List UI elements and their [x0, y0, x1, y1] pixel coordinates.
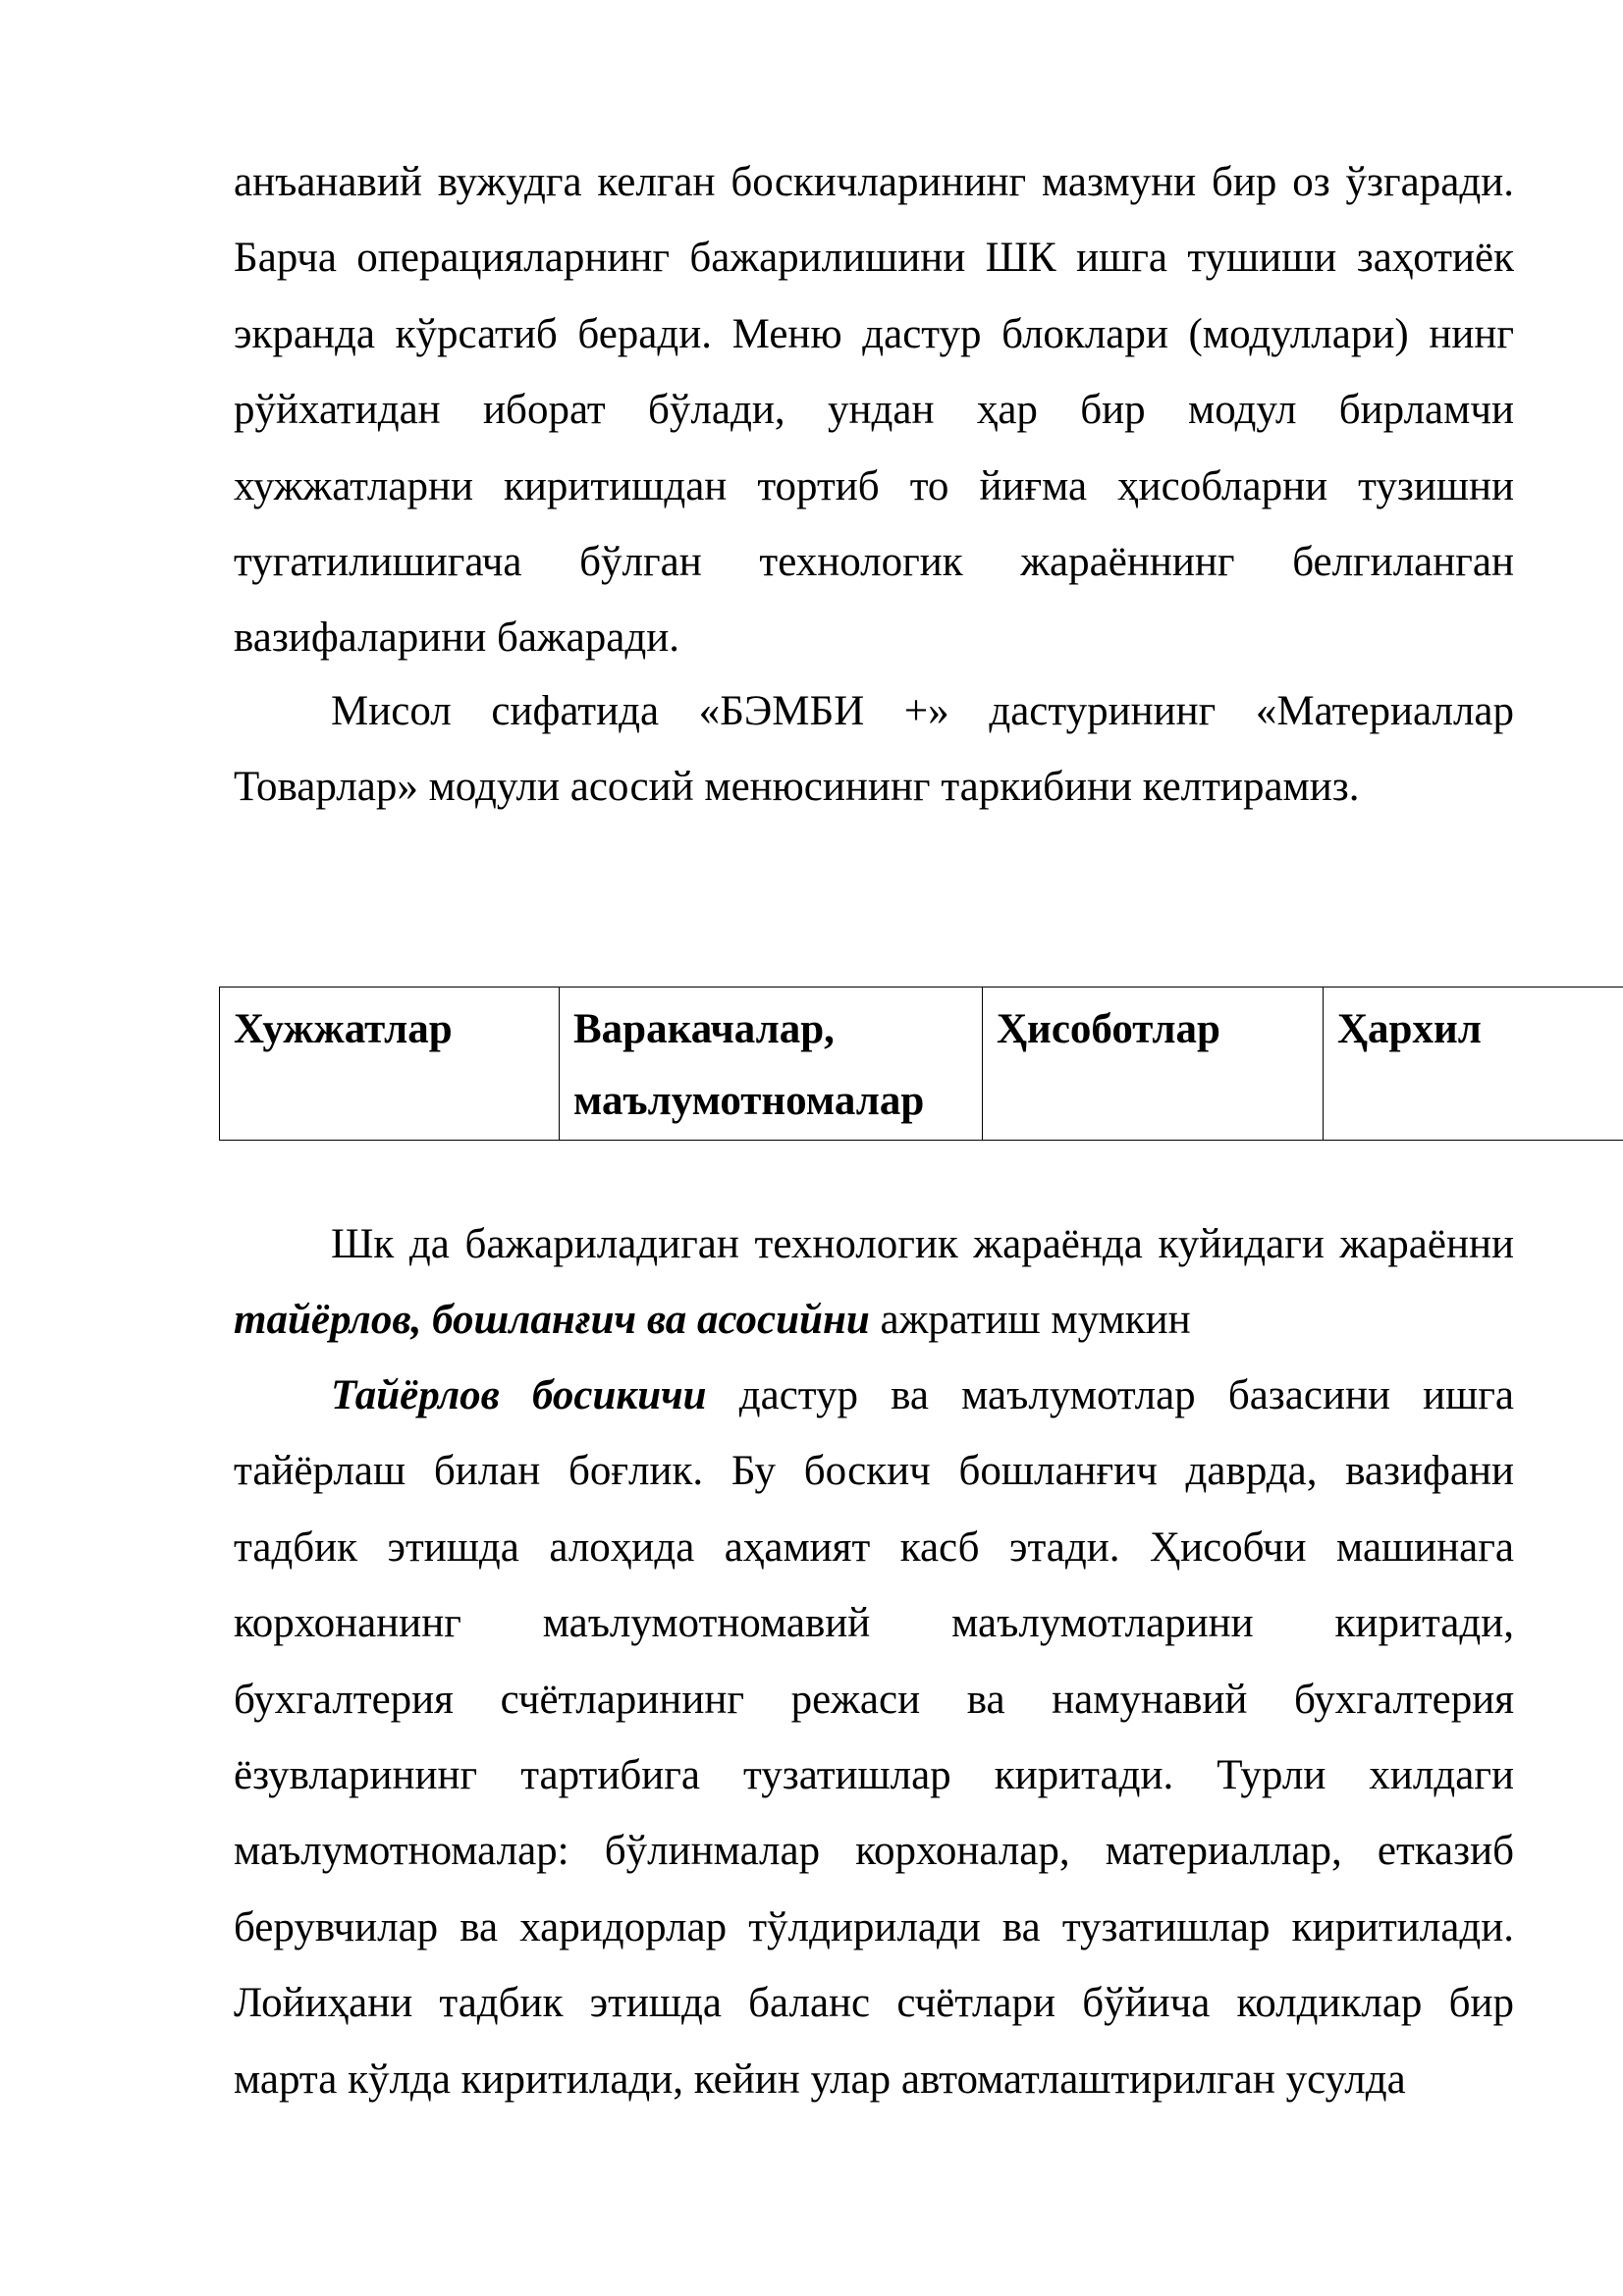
- emphasis-text: тайёрлов, бошланғич ва асосийни: [234, 1297, 870, 1344]
- menu-cell-reports: Ҳисоботлар: [983, 988, 1324, 1141]
- emphasis-text: Тайёрлов босикичи: [331, 1372, 707, 1418]
- menu-cell-cards-references: Варакачалар, маълумотномалар: [560, 988, 983, 1141]
- paragraph-process-stages: [234, 1206, 1514, 1359]
- menu-cell-documents: Хужжатлар: [220, 988, 560, 1141]
- paragraph-text: дастур ва маълумотлар базасини ишга тайёрлаш билан боғлик. Бу боскич бошланғич даврда, вазифани тадбик этишда алоҳида аҳамият касб этади. Ҳисобчи машинага корхонанинг маълумотномавий маълумотларини киритади, бухгалтерия счётларининг режаси ва намунавий бухгалтерия ёзувларининг тартибига тузатишлар киритади. Турли хилдаги маълумотномалар: бўлинмалар корхоналар, материаллар, етказиб берувчилар ва харидорлар тўлдирилади ва тузатишлар киритилади. Лойиҳани тадбик этишда баланс счётлари бўйича колдиклар бир марта кўлда киритилади, кейин улар автоматлаштирилган усулда: [234, 1372, 1514, 2103]
- menu-cell-miscellaneous: Ҳархил: [1324, 988, 1623, 1141]
- paragraph-example-intro: Мисол сифатида «БЭМБИ +» дастурининг «Материаллар Товарлар» модули асосий менюсининг таркибини келтирамиз.: [234, 688, 1514, 811]
- paragraph-preparation-stage: [234, 1358, 1514, 2117]
- paragraph-text: Шк да бажариладиган технологик жараёнда куйидаги жараённи: [331, 1221, 1514, 1267]
- main-menu-table: [219, 987, 1623, 1141]
- paragraph-text: ажратиш мумкин: [869, 1297, 1191, 1344]
- table-row: [220, 988, 1623, 1141]
- paragraph-menu-description: анъанавий вужудга келган боскичларининг мазмуни бир оз ўзгаради. Барча операцияларнинг бажарилишини ШК ишга тушиши заҳотиёк экранда кўрсатиб беради. Меню дастур блоклари (модуллари) нинг рўйхатидан иборат бўлади, ундан ҳар бир модул бирламчи хужжатларни киритишдан тортиб то йиғма ҳисобларни тузишни тугатилишигача бўлган технологик жараённинг белгиланган вазифаларини бажаради.: [234, 159, 1514, 662]
